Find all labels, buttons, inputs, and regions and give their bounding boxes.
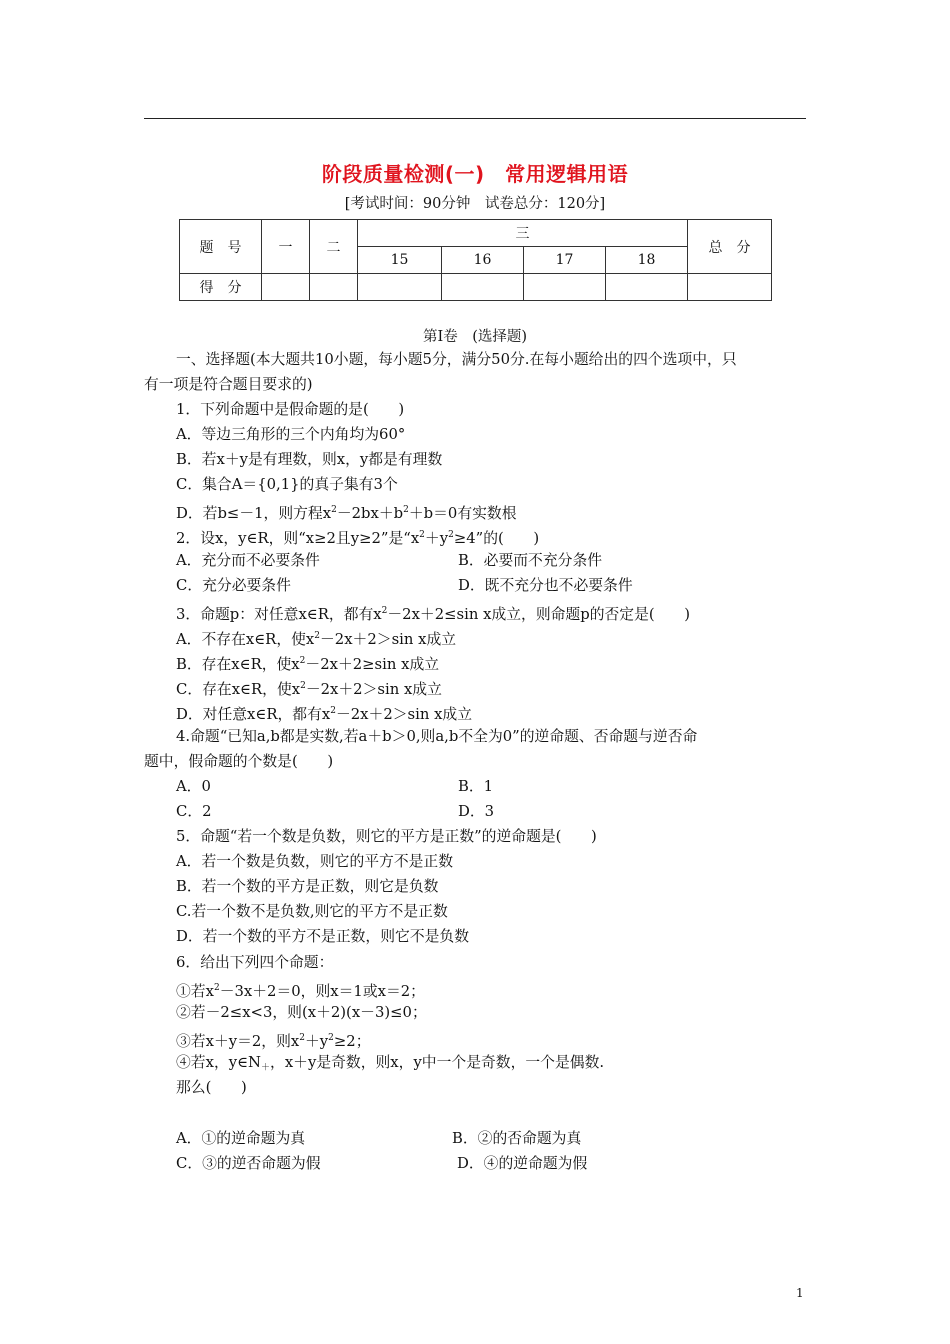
question-2-option-d: D．既不充分也不必要条件	[458, 577, 633, 594]
score-cell[interactable]	[358, 274, 442, 301]
question-4-stem: 4.命题“已知a,b都是实数,若a＋b＞0,则a,b不全为0”的逆命题、否命题与逆否命	[176, 728, 698, 745]
question-5-option-d: D．若一个数的平方不是正数，则它不是负数	[176, 928, 470, 945]
question-4-option-c: C．2	[176, 803, 212, 820]
question-6-proposition-4: ④若x，$y\in N_+$，x＋y是奇数，则x，y中一个是奇数，一个是偶数.	[176, 1054, 605, 1073]
score-table	[179, 219, 772, 301]
question-3-option-b: B．存在x∈R，使$x^2-2x+2\ge\sin$ x成立	[176, 656, 440, 673]
col-q17: 17	[524, 247, 606, 274]
question-1-option-a: A．等边三角形的三个内角均为60°	[176, 426, 406, 443]
question-4-stem-cont: 题中，假命题的个数是( )	[144, 753, 334, 770]
col-q15: 15	[358, 247, 442, 274]
section-title: 第Ⅰ卷 (选择题)	[422, 329, 528, 345]
question-3-option-d: D．对任意x∈R，都有$x^2-2x+2>\sin$ x成立	[176, 706, 473, 723]
col-part-2: 二	[310, 220, 358, 274]
col-part-3: 三	[358, 220, 688, 247]
col-part-1: 一	[262, 220, 310, 274]
question-5-stem: 5．命题“若一个数是负数，则它的平方是正数”的逆命题是( )	[176, 828, 597, 845]
score-cell[interactable]	[688, 274, 772, 301]
question-4-option-b: B．1	[458, 778, 494, 795]
score-cell[interactable]	[606, 274, 688, 301]
question-2-stem: 2．设x，y∈R，则“x≥2且y≥2”是“$x^2+y^2\ge 4$”的( )	[176, 530, 540, 547]
question-1-option-b: B．若x＋y是有理数，则x，y都是有理数	[176, 451, 443, 468]
question-4-option-d: D．3	[458, 803, 495, 820]
score-cell[interactable]	[262, 274, 310, 301]
page-title: 阶段质量检测(一) 常用逻辑用语	[321, 162, 629, 186]
score-cell[interactable]	[524, 274, 606, 301]
intro-line: 有一项是符合题目要求的)	[144, 376, 313, 393]
exam-meta: [考试时间：90分钟 试卷总分：120分]	[344, 196, 606, 212]
question-6-proposition-1: ①若$x^2-3x+2=0$，则x＝1或x＝2；	[176, 983, 425, 1000]
question-4-option-a: A．0	[176, 778, 211, 795]
label-question-number: 题 号	[180, 220, 262, 274]
question-2-option-c: C．充分必要条件	[176, 577, 291, 594]
label-score: 得 分	[180, 274, 262, 301]
question-1-option-c: C．集合A＝{0,1}的真子集有3个	[176, 476, 398, 493]
question-5-option-a: A．若一个数是负数，则它的平方不是正数	[176, 853, 454, 870]
page-number: 1	[796, 1286, 804, 1300]
question-6-option-b: B．②的否命题为真	[452, 1130, 582, 1147]
question-3-option-a: A．不存在x∈R，使$x^2-2x+2>\sin$ x成立	[176, 631, 457, 648]
col-total: 总 分	[688, 220, 772, 274]
question-6-proposition-2: ②若－2≤x<3，则(x＋2)(x－3)≤0；	[176, 1004, 427, 1021]
col-q18: 18	[606, 247, 688, 274]
question-2-option-a: A．充分而不必要条件	[176, 552, 320, 569]
header-rule	[144, 118, 806, 119]
question-6-proposition-3: ③若x＋y＝2，则$x^2+y^2\ge 2$；	[176, 1033, 371, 1050]
question-1-stem: 1．下列命题中是假命题的是( )	[176, 401, 405, 418]
score-cell[interactable]	[310, 274, 358, 301]
question-1-option-d: D．若b≤－1，则方程$x^2-2bx+b^2+b=0$有实数根	[176, 505, 517, 522]
question-2-option-b: B．必要而不充分条件	[458, 552, 603, 569]
question-6-option-c: C．③的逆否命题为假	[176, 1155, 321, 1172]
question-6-option-a: A．①的逆命题为真	[176, 1130, 306, 1147]
score-cell[interactable]	[442, 274, 524, 301]
question-3-stem: 3．命题p：对任意x∈R，都有$x^2-2x+2\le\sin$ x成立，则命题p的否定是( )	[176, 606, 691, 623]
col-q16: 16	[442, 247, 524, 274]
question-6-stem: 6．给出下列四个命题：	[176, 954, 334, 971]
intro-line: 一、选择题(本大题共10小题，每小题5分，满分50分.在每小题给出的四个选项中，只	[176, 351, 737, 368]
question-6-option-d: D．④的逆命题为假	[457, 1155, 588, 1172]
question-5-option-b: B．若一个数的平方是正数，则它是负数	[176, 878, 439, 895]
question-6-then: 那么( )	[176, 1079, 247, 1096]
question-3-option-c: C．存在x∈R，使$x^2-2x+2>\sin$ x成立	[176, 681, 442, 698]
question-5-option-c: C.若一个数不是负数,则它的平方不是正数	[176, 903, 448, 920]
